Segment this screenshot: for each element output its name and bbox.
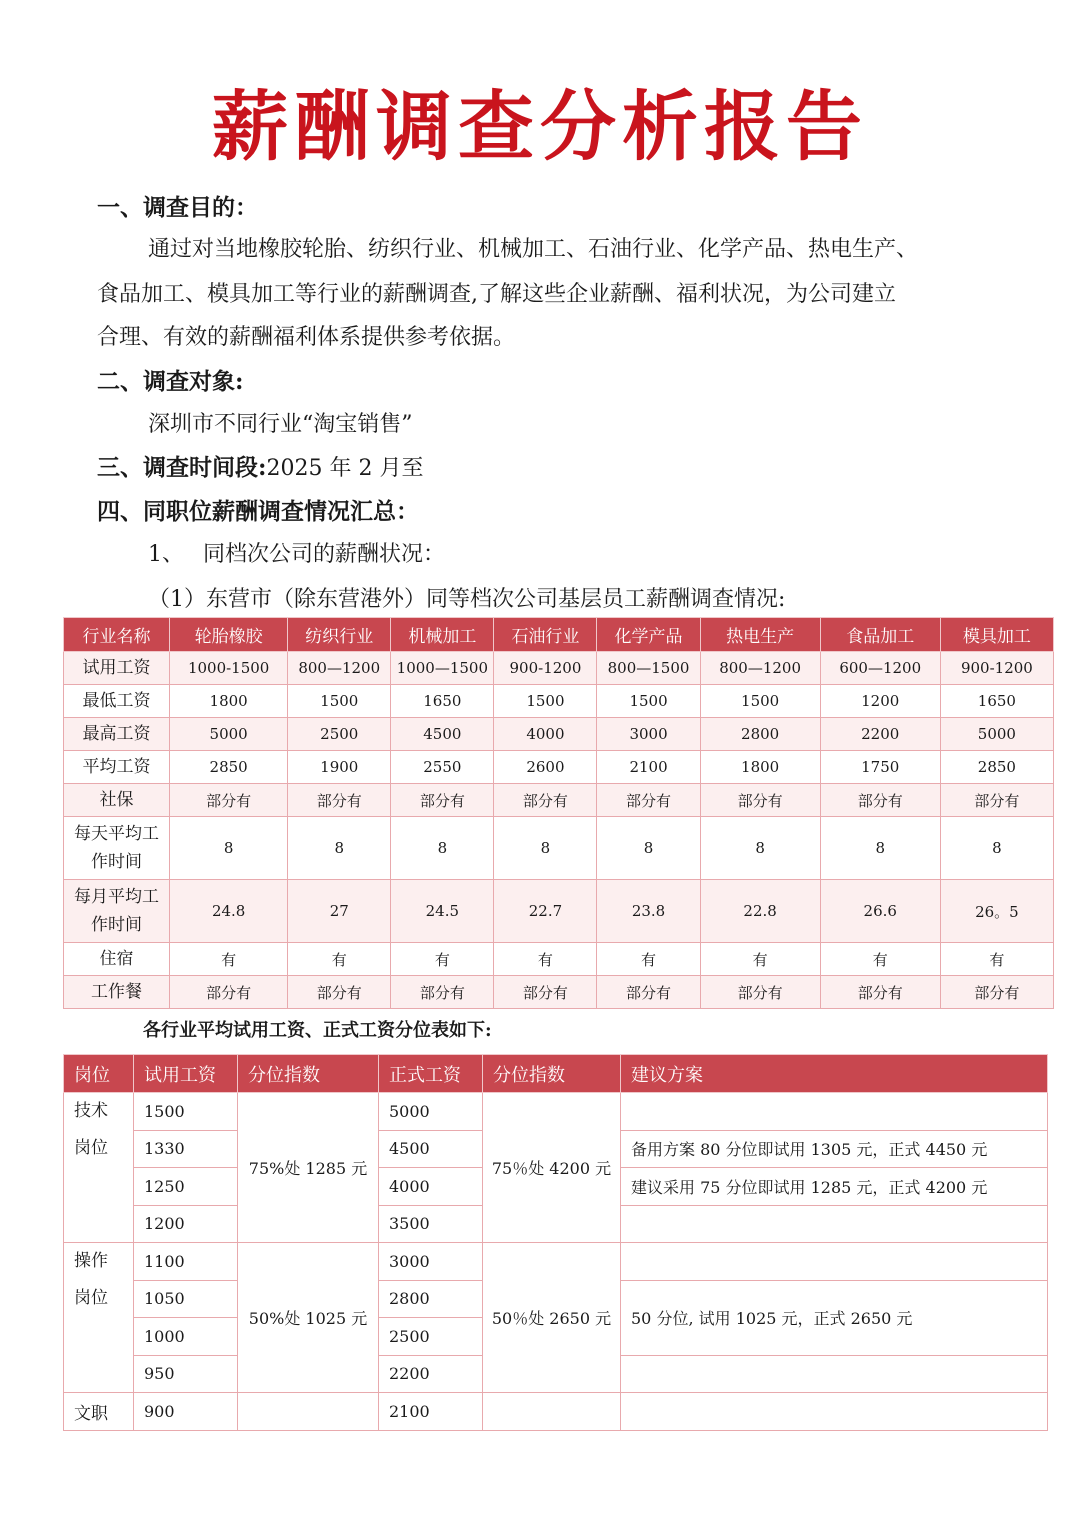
table2-header: 分位指数 — [238, 1055, 379, 1093]
table-cell: 600—1200 — [820, 652, 940, 685]
table2-header-row — [64, 1055, 1048, 1093]
table-cell: 部分有 — [170, 976, 288, 1009]
table2-header: 试用工资 — [134, 1055, 238, 1093]
table-row — [64, 652, 1054, 685]
section-3-value: 2025 年 2 月至 — [266, 456, 424, 481]
table-cell: 有 — [288, 943, 391, 976]
table-cell: 有 — [391, 943, 494, 976]
table-row — [64, 1243, 1048, 1281]
table-cell: 2100 — [379, 1393, 483, 1431]
table-cell: 部分有 — [288, 784, 391, 817]
table-cell: 1900 — [288, 751, 391, 784]
table-cell: 900 — [134, 1393, 238, 1431]
section-1-line-3: 合理、有效的薪酬福利体系提供参考依据。 — [97, 325, 516, 350]
table-row — [64, 718, 1054, 751]
table-cell: 部分有 — [494, 976, 597, 1009]
table1-header-row — [64, 618, 1054, 652]
table-cell: 8 — [820, 817, 940, 880]
table-row — [64, 943, 1054, 976]
table-row — [64, 976, 1054, 1009]
table2-header: 建议方案 — [621, 1055, 1048, 1093]
industry-salary-table — [63, 617, 1054, 1009]
table1-header: 纺织行业 — [288, 618, 391, 652]
table-cell: 2800 — [379, 1280, 483, 1318]
table-row — [64, 817, 1054, 880]
table-cell: 1330 — [134, 1130, 238, 1168]
plan-cell: 建议采用 75 分位即试用 1285 元，正式 4200 元 — [621, 1168, 1048, 1206]
table-cell: 4500 — [379, 1130, 483, 1168]
plan-cell — [621, 1393, 1048, 1431]
section-4-heading: 四、同职位薪酬调查情况汇总： — [97, 498, 419, 525]
table-cell: 部分有 — [288, 976, 391, 1009]
table-cell: 22.8 — [700, 880, 820, 943]
table-cell: 1250 — [134, 1168, 238, 1206]
table-cell: 4000 — [494, 718, 597, 751]
table-cell: 5000 — [379, 1093, 483, 1131]
table-cell — [238, 1393, 379, 1431]
table-cell: 26。5 — [940, 880, 1053, 943]
table-cell: 1200 — [134, 1205, 238, 1243]
table-cell: 1100 — [134, 1243, 238, 1281]
table-cell: 有 — [494, 943, 597, 976]
table-cell: 1200 — [820, 685, 940, 718]
table-cell: 2850 — [940, 751, 1053, 784]
plan-cell: 备用方案 80 分位即试用 1305 元，正式 4450 元 — [621, 1130, 1048, 1168]
section-3 — [97, 453, 423, 484]
table1-header: 模具加工 — [940, 618, 1053, 652]
row-label: 社保 — [64, 784, 170, 817]
table-cell: 24.5 — [391, 880, 494, 943]
table-cell: 23.8 — [597, 880, 700, 943]
table-cell: 8 — [940, 817, 1053, 880]
table-cell: 1750 — [820, 751, 940, 784]
table-cell: 部分有 — [391, 784, 494, 817]
table-cell: 1500 — [700, 685, 820, 718]
trial-percentile: 75%处 1285 元 — [238, 1093, 379, 1243]
formal-percentile: 50％处 2650 元 — [483, 1243, 621, 1393]
table-row — [64, 685, 1054, 718]
position-operation: 操作岗位 — [64, 1243, 134, 1393]
table-cell: 1000—1500 — [391, 652, 494, 685]
table-cell: 部分有 — [940, 976, 1053, 1009]
table-cell: 部分有 — [391, 976, 494, 1009]
table2-header: 岗位 — [64, 1055, 134, 1093]
formal-percentile: 75％处 4200 元 — [483, 1093, 621, 1243]
plan-cell — [621, 1205, 1048, 1243]
row-label: 试用工资 — [64, 652, 170, 685]
table-cell: 3000 — [379, 1243, 483, 1281]
row-label: 最高工资 — [64, 718, 170, 751]
plan-cell — [621, 1355, 1048, 1393]
section-1-heading: 一、调查目的： — [97, 194, 258, 221]
table-cell: 3000 — [597, 718, 700, 751]
table-cell: 2200 — [379, 1355, 483, 1393]
table-cell: 1650 — [391, 685, 494, 718]
row-label: 每月平均工作时间 — [64, 880, 170, 943]
position-tech: 技术岗位 — [64, 1093, 134, 1243]
table-cell: 部分有 — [700, 976, 820, 1009]
table-cell: 8 — [700, 817, 820, 880]
row-label: 最低工资 — [64, 685, 170, 718]
table-cell: 26.6 — [820, 880, 940, 943]
section-2-body: 深圳市不同行业“淘宝销售” — [148, 412, 413, 437]
table-cell: 1500 — [288, 685, 391, 718]
table-cell: 5000 — [170, 718, 288, 751]
table-cell: 24.8 — [170, 880, 288, 943]
table-cell: 8 — [494, 817, 597, 880]
table1-header: 行业名称 — [64, 618, 170, 652]
table-cell: 4500 — [391, 718, 494, 751]
table-cell: 800—1200 — [288, 652, 391, 685]
table-row — [64, 751, 1054, 784]
section-2-heading: 二、调查对象: — [97, 368, 244, 395]
table1-header: 食品加工 — [820, 618, 940, 652]
section-1-line-1: 通过对当地橡胶轮胎、纺织行业、机械加工、石油行业、化学产品、热电生产、 — [148, 237, 919, 262]
table-cell: 1000 — [134, 1318, 238, 1356]
table-cell: 22.7 — [494, 880, 597, 943]
table-cell: 部分有 — [170, 784, 288, 817]
table-cell: 部分有 — [597, 784, 700, 817]
section-3-heading: 三、调查时间段: — [97, 454, 267, 481]
table-cell: 5000 — [940, 718, 1053, 751]
table1-header: 热电生产 — [700, 618, 820, 652]
table-cell: 有 — [820, 943, 940, 976]
table1-header: 石油行业 — [494, 618, 597, 652]
table-row — [64, 880, 1054, 943]
table-cell: 8 — [170, 817, 288, 880]
table-cell: 部分有 — [820, 784, 940, 817]
table-cell: 800—1500 — [597, 652, 700, 685]
position-clerk: 文职 — [64, 1393, 134, 1431]
table-cell: 8 — [597, 817, 700, 880]
trial-percentile: 50%处 1025 元 — [238, 1243, 379, 1393]
table-row — [64, 784, 1054, 817]
table-cell: 900-1200 — [940, 652, 1053, 685]
table-cell: 8 — [288, 817, 391, 880]
plan-cell: 50 分位, 试用 1025 元，正式 2650 元 — [621, 1280, 1048, 1355]
row-label: 住宿 — [64, 943, 170, 976]
plan-cell — [621, 1093, 1048, 1131]
table2-header: 正式工资 — [379, 1055, 483, 1093]
table-cell: 2100 — [597, 751, 700, 784]
table-cell: 3500 — [379, 1205, 483, 1243]
table-cell: 950 — [134, 1355, 238, 1393]
table-cell: 2600 — [494, 751, 597, 784]
table-cell: 27 — [288, 880, 391, 943]
table-cell: 部分有 — [700, 784, 820, 817]
table-cell: 1050 — [134, 1280, 238, 1318]
table2-caption: 各行业平均试用工资、正式工资分位表如下: — [143, 1020, 492, 1041]
table-cell: 8 — [391, 817, 494, 880]
table-cell: 2550 — [391, 751, 494, 784]
table-cell: 1500 — [134, 1093, 238, 1131]
table1-header: 机械加工 — [391, 618, 494, 652]
table-cell: 900-1200 — [494, 652, 597, 685]
table2-header: 分位指数 — [483, 1055, 621, 1093]
table-cell: 有 — [170, 943, 288, 976]
row-label: 工作餐 — [64, 976, 170, 1009]
section-4-sub-1: 1、 同档次公司的薪酬状况： — [148, 542, 445, 567]
table-cell: 4000 — [379, 1168, 483, 1206]
table-row — [64, 1393, 1048, 1431]
table-cell: 800—1200 — [700, 652, 820, 685]
table-cell: 2200 — [820, 718, 940, 751]
table-cell: 部分有 — [597, 976, 700, 1009]
table-cell: 有 — [940, 943, 1053, 976]
table-cell: 1800 — [170, 685, 288, 718]
table-cell: 2500 — [288, 718, 391, 751]
table-row — [64, 1093, 1048, 1131]
table-cell: 部分有 — [494, 784, 597, 817]
row-label: 每天平均工作时间 — [64, 817, 170, 880]
table-cell: 有 — [597, 943, 700, 976]
table-cell: 1500 — [597, 685, 700, 718]
table-cell: 有 — [700, 943, 820, 976]
table-cell: 1800 — [700, 751, 820, 784]
table-cell: 部分有 — [940, 784, 1053, 817]
plan-cell — [621, 1243, 1048, 1281]
table1-header: 轮胎橡胶 — [170, 618, 288, 652]
section-1-line-2: 食品加工、模具加工等行业的薪酬调查,了解这些企业薪酬、福利状况，为公司建立 — [97, 282, 896, 307]
table1-header: 化学产品 — [597, 618, 700, 652]
table-cell: 1000-1500 — [170, 652, 288, 685]
table-cell: 2800 — [700, 718, 820, 751]
table-cell: 部分有 — [820, 976, 940, 1009]
percentile-table — [63, 1054, 1048, 1431]
page-title: 薪酬调查分析报告 — [212, 82, 868, 171]
row-label: 平均工资 — [64, 751, 170, 784]
section-4-sub-2: （1）东营市（除东营港外）同等档次公司基层员工薪酬调查情况: — [148, 587, 786, 612]
table-cell: 2500 — [379, 1318, 483, 1356]
table-cell: 1650 — [940, 685, 1053, 718]
table-cell: 2850 — [170, 751, 288, 784]
table-cell: 1500 — [494, 685, 597, 718]
table-cell — [483, 1393, 621, 1431]
